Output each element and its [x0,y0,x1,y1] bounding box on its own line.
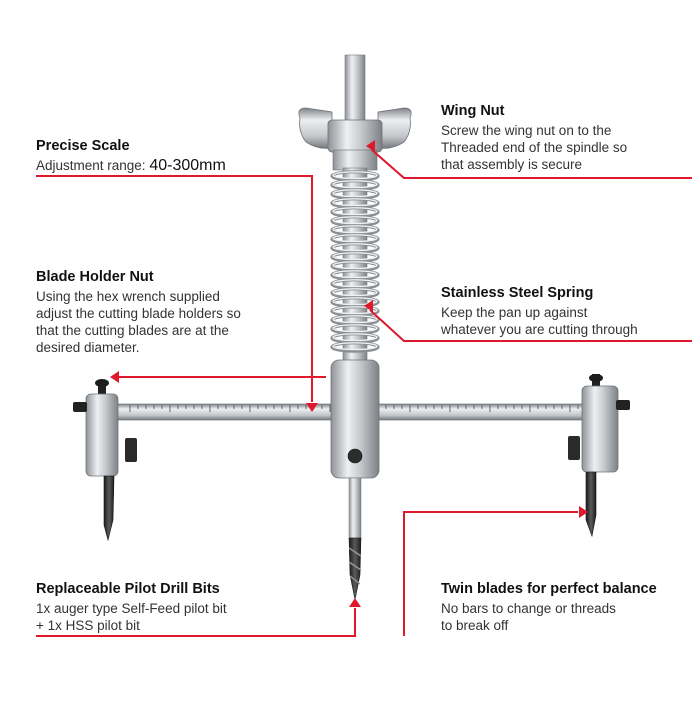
left-blade-holder [73,379,137,540]
left-side-screw [73,402,87,412]
callout-blade-holder-nut [36,269,326,356]
callout-stainless-spring [441,285,691,338]
callout-spring-line: Keep the pan up against [441,305,588,320]
callout-blade-holder-line: desired diameter. [36,340,140,355]
stainless-spring [332,172,378,351]
callout-twin-blades-title: Twin blades for perfect balance [441,581,657,597]
callout-precise-scale [36,138,306,174]
callout-wing-nut-line: Screw the wing nut on to the [441,123,612,138]
spindle-body [331,360,379,478]
adjustment-range-label: Adjustment range: [36,158,150,173]
callout-twin-blades-line: to break off [441,618,509,633]
callout-twin-blades-text [441,600,691,634]
callout-blade-holder-nut-title: Blade Holder Nut [36,269,154,285]
callout-stainless-spring-title: Stainless Steel Spring [441,285,594,301]
right-blade [586,472,596,536]
set-screw [348,449,362,463]
callout-pilot-bits-text [36,600,306,634]
pilot-drill-bit [349,478,361,600]
callout-stainless-spring-text [441,304,691,338]
callout-precise-scale-title: Precise Scale [36,138,130,154]
adjustment-range-value: 40-300mm [149,157,226,174]
arrow-pilot-bits [349,598,361,607]
callout-blade-holder-line: adjust the cutting blade holders so [36,306,241,321]
callout-pilot-bits [36,581,306,634]
callout-blade-holder-line: that the cutting blades are at the [36,323,229,338]
callout-pilot-bits-title: Replaceable Pilot Drill Bits [36,581,220,597]
right-holder-nut [589,374,603,382]
callout-blade-holder-nut-text [36,288,326,356]
callout-wing-nut-text [441,122,691,173]
callout-twin-blades-line: No bars to change or threads [441,601,616,616]
left-holder-nut [95,379,109,387]
right-side-screw [616,400,630,410]
callout-precise-scale-text [36,157,306,174]
callout-pilot-bits-line: 1x auger type Self-Feed pilot bit [36,601,227,616]
callout-spring-line: whatever you are cutting through [441,322,638,337]
arrow-blade-holder-nut [110,371,119,383]
callout-wing-nut-line: Threaded end of the spindle so [441,140,628,155]
callout-wing-nut [441,103,691,173]
callout-wing-nut-line: that assembly is secure [441,157,583,172]
callout-twin-blades [441,581,691,634]
callout-blade-holder-line: Using the hex wrench supplied [36,289,220,304]
callout-pilot-bits-line: + 1x HSS pilot bit [36,618,140,633]
callout-wing-nut-title: Wing Nut [441,103,505,119]
left-blade [104,476,114,540]
